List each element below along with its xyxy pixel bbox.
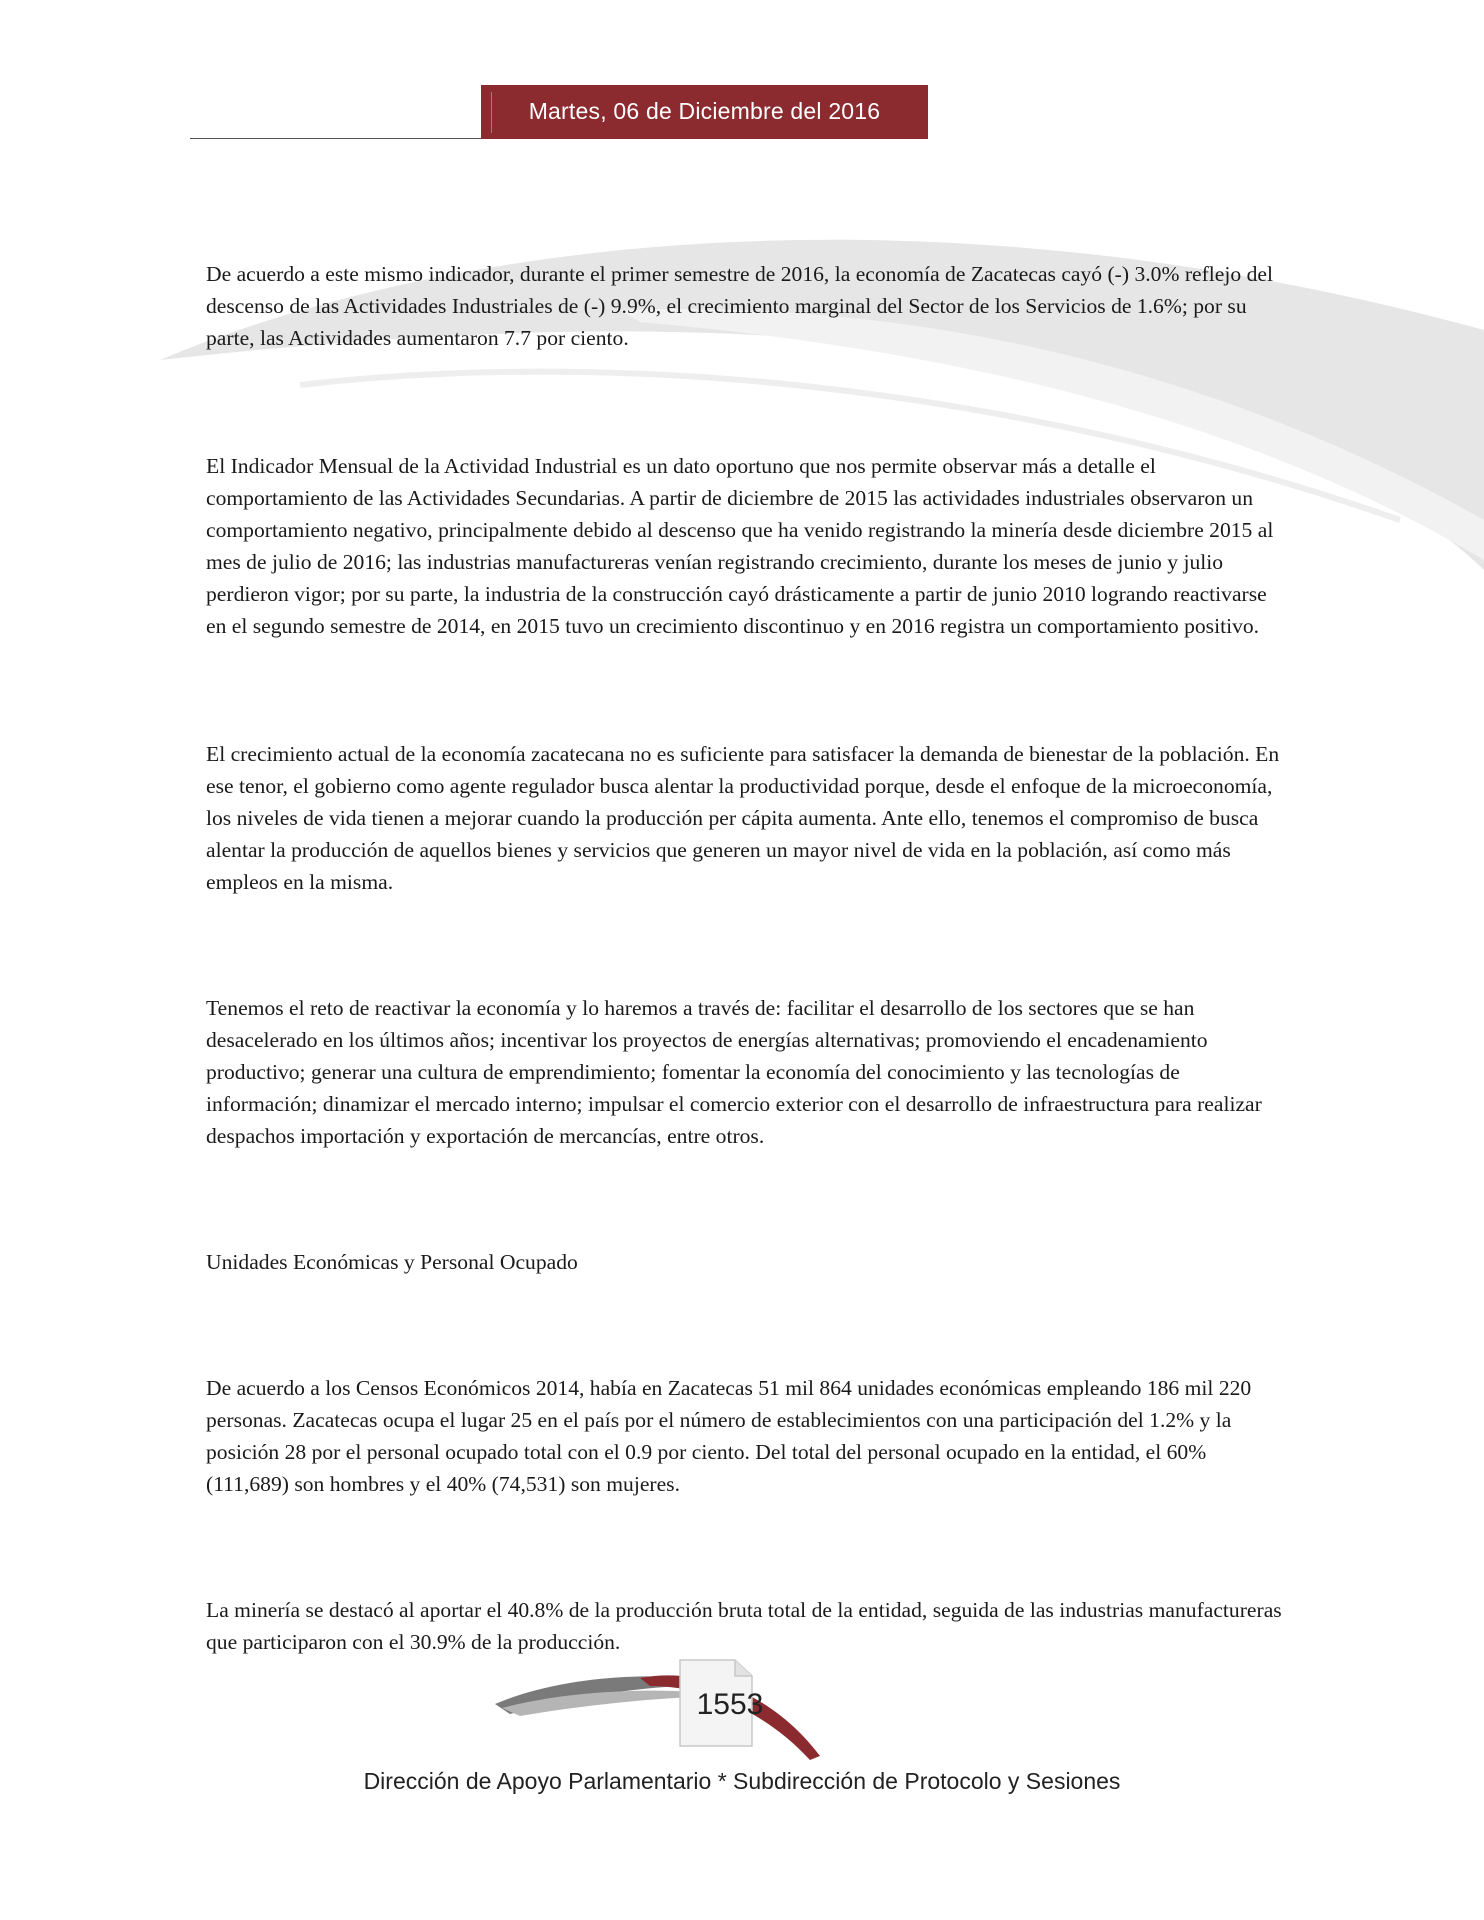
paragraph-mining-production: La minería se destacó al aportar el 40.8% de la producción bruta total de la entidad, seguida de las industrias manufactureras que participaron con el 30.9% de la producción. [206, 1598, 1282, 1654]
paragraph-economic-challenge: Tenemos el reto de reactivar la economía y lo haremos a través de: facilitar el desarrollo de los sectores que se han desacelerado en los últimos años; incentivar los proyectos de energías alternativas; promoviendo el encadenamiento productivo; generar una cultura de emprendimiento; fomentar la economía del conocimiento y las tecnologías de información; dinamizar el mercado interno; impulsar el comercio exterior con el desarrollo de infraestructura para realizar despachos importación y exportación de mercancías, entre otros. [206, 996, 1262, 1148]
header-date: Martes, 06 de Diciembre del 2016 [528, 98, 881, 124]
paragraph-economic-growth: El crecimiento actual de la economía zacatecana no es suficiente para satisfacer la demanda de bienestar de la población. En ese tenor, el gobierno como agente regulador busca alentar la productividad porque, desde el enfoque de la microeconomía, los niveles de vida tienen a mejorar cuando la producción per cápita aumenta. Ante ello, tenemos el compromiso de busca alentar la producción de aquellos bienes y servicios que generen un mayor nivel de vida en la población, así como más empleos en la misma. [206, 742, 1280, 894]
paragraph-economic-census: De acuerdo a los Censos Económicos 2014, había en Zacatecas 51 mil 864 unidades económicas empleando 186 mil 220 personas. Zacatecas ocupa el lugar 25 en el país por el número de establecimientos con una participación del 1.2% y la posición 28 por el personal ocupado total con el 0.9 por ciento. Del total del personal ocupado en la entidad, el 60% (111,689) son hombres y el 40% (74,531) son mujeres. [206, 1376, 1252, 1496]
paragraph-economy-semester: De acuerdo a este mismo indicador, durante el primer semestre de 2016, la economía de Zacatecas cayó (-) 3.0% reflejo del descenso de las Actividades Industriales de (-) 9.9%, el crecimiento marginal del Sector de los Servicios de 1.6%; por su parte, las Actividades aumentaron 7.7 por ciento. [206, 262, 1273, 350]
footer-text: Dirección de Apoyo Parlamentario * Subdirección de Protocolo y Sesiones [363, 1768, 1121, 1794]
header-date-banner [481, 85, 928, 139]
section-heading: Unidades Económicas y Personal Ocupado [206, 1250, 578, 1274]
page-number: 1553 [696, 1688, 764, 1721]
paragraph-industrial-indicator: El Indicador Mensual de la Actividad Industrial es un dato oportuno que nos permite observar más a detalle el comportamiento de las Actividades Secundarias. A partir de diciembre de 2015 las actividades industriales observaron un comportamiento negativo, principalmente debido al descenso que ha venido registrando la minería desde diciembre 2015 al mes de julio de 2016; las industrias manufactureras venían registrando crecimiento, durante los meses de junio y julio perdieron vigor; por su parte, la industria de la construcción cayó drásticamente a partir de junio 2010 logrando reactivarse en el segundo semestre de 2014, en 2015 tuvo un crecimiento discontinuo y en 2016 registra un comportamiento positivo. [206, 454, 1274, 638]
document-body [206, 258, 1282, 1658]
